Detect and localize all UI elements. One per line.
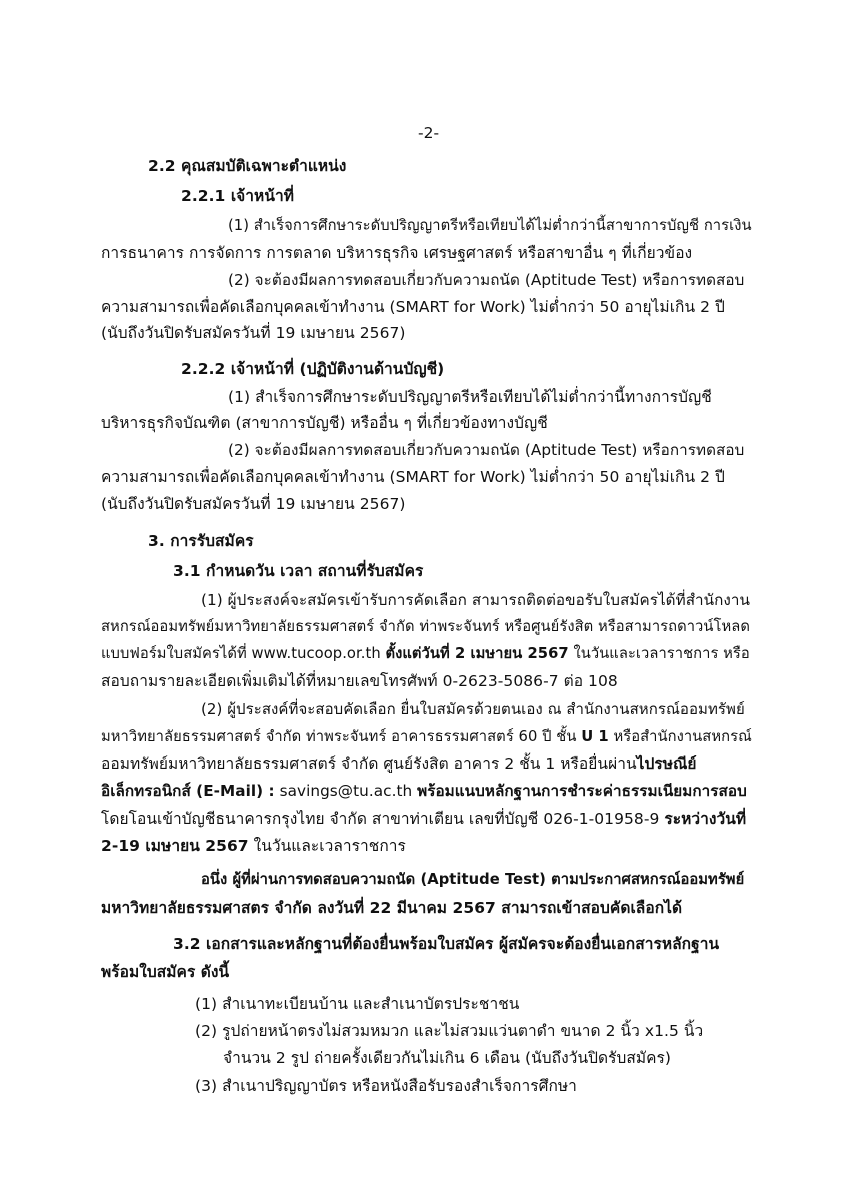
- application-start-date: ตั้งแต่วันที่ 2 เมษายน 2567: [385, 645, 569, 662]
- s32-item2-line2: จำนวน 2 รูป ถ่ายครั้งเดียวกันไม่เกิน 6 เดือน (นับถึงวันปิดรับสมัคร): [223, 1049, 672, 1067]
- s221-item1-line1: (1) สำเร็จการศึกษาระดับปริญญาตรีหรือเทียบได้ไม่ต่ำกว่านี้สาขาการบัญชี การเงิน: [228, 217, 752, 234]
- s31-note-line2: มหาวิทยาลัยธรรมศาสตร จำกัด ลงวันที่ 22 มีนาคม 2567 สามารถเข้าสอบคัดเลือกได้: [101, 899, 683, 917]
- s222-item2-line1: (2) จะต้องมีผลการทดสอบเกี่ยวกับความถนัด (Aptitude Test) หรือการทดสอบ: [228, 441, 745, 459]
- section-2-2-1-heading: 2.2.1 เจ้าหน้าที่: [181, 187, 294, 205]
- section-3-2-heading-line2: พร้อมใบสมัคร ดังนี้: [101, 963, 230, 981]
- s222-item1-line2: บริหารธุรกิจบัณฑิต (สาขาการบัญชี) หรืออื่น ๆ ที่เกี่ยวข้องทางบัญชี: [101, 414, 548, 432]
- s31-p1-line4: สอบถามรายละเอียดเพิ่มเติมได้ที่หมายเลขโทรศัพท์ 0-2623-5086-7 ต่อ 108: [101, 672, 618, 690]
- s31-p2-line1: (2) ผู้ประสงค์ที่จะสอบคัดเลือก ยื่นใบสมัครด้วยตนเอง ณ สำนักงานสหกรณ์ออมทรัพย์: [201, 700, 745, 718]
- page-number: -2-: [418, 124, 440, 142]
- s221-item1-line2: การธนาคาร การจัดการ การตลาด บริหารธุรกิจ เศรษฐศาสตร์ หรือสาขาอื่น ๆ ที่เกี่ยวข้อง: [101, 244, 693, 262]
- section-3-2-heading-line1: 3.2 เอกสารและหลักฐานที่ต้องยื่นพร้อมใบสมัคร ผู้สมัครจะต้องยื่นเอกสารหลักฐาน: [173, 935, 720, 953]
- s31-p1-line3: แบบฟอร์มใบสมัครได้ที่ www.tucoop.or.th ตั้งแต่วันที่ 2 เมษายน 2567 ในวันและเวลาราชการ หรือ: [101, 645, 750, 662]
- email-address: savings@tu.ac.th: [274, 782, 418, 800]
- s222-item1-line1: (1) สำเร็จการศึกษาระดับปริญญาตรีหรือเทียบได้ไม่ต่ำกว่านี้ทางการบัญชี: [228, 388, 712, 406]
- s31-p1-line2: สหกรณ์ออมทรัพย์มหาวิทยาลัยธรรมศาสตร์ จำกัด ท่าพระจันทร์ หรือศูนย์รังสิต หรือสามารถดาวน์โหลด: [101, 618, 750, 635]
- s31-p2-line5: โดยโอนเข้าบัญชีธนาคารกรุงไทย จำกัด สาขาท่าเตียน เลขที่บัญชี 026-1-01958-9 ระหว่างวันที่: [101, 810, 747, 828]
- s221-item2-line3: (นับถึงวันปิดรับสมัครวันที่ 19 เมษายน 2567): [101, 324, 406, 342]
- application-period: 2-19 เมษายน 2567: [101, 837, 249, 855]
- s31-p2-line6: 2-19 เมษายน 2567 ในวันและเวลาราชการ: [101, 837, 406, 855]
- s221-item2-line2: ความสามารถเพื่อคัดเลือกบุคคลเข้าทำงาน (SMART for Work) ไม่ต่ำกว่า 50 อายุไม่เกิน 2 ปี: [101, 298, 725, 316]
- s221-item2-line1: (2) จะต้องมีผลการทดสอบเกี่ยวกับความถนัด (Aptitude Test) หรือการทดสอบ: [228, 271, 745, 289]
- s31-p2-line4: อิเล็กทรอนิกส์ (E-Mail) : savings@tu.ac.th พร้อมแนบหลักฐานการชำระค่าธรรมเนียมการสอบ: [101, 782, 747, 800]
- s32-item2-line1: (2) รูปถ่ายหน้าตรงไม่สวมหมวก และไม่สวมแว่นตาดำ ขนาด 2 นิ้ว x1.5 นิ้ว: [195, 1022, 704, 1040]
- s31-note-line1: อนึ่ง ผู้ที่ผ่านการทดสอบความถนัด (Aptitude Test) ตามประกาศสหกรณ์ออมทรัพย์: [201, 871, 745, 888]
- section-2-2-2-heading: 2.2.2 เจ้าหน้าที่ (ปฏิบัติงานด้านบัญชี): [181, 360, 445, 378]
- s31-p1-line1: (1) ผู้ประสงค์จะสมัครเข้ารับการคัดเลือก สามารถติดต่อขอรับใบสมัครได้ที่สำนักงาน: [201, 591, 750, 609]
- section-2-2-heading: 2.2 คุณสมบัติเฉพาะตำแหน่ง: [148, 157, 347, 175]
- s32-item3: (3) สำเนาปริญญาบัตร หรือหนังสือรับรองสำเร็จการศึกษา: [195, 1077, 577, 1095]
- s31-p2-line2: มหาวิทยาลัยธรรมศาสตร์ จำกัด ท่าพระจันทร์ อาคารธรรมศาสตร์ 60 ปี ชั้น U 1 หรือสำนักงานสหกรณ์: [101, 728, 752, 745]
- section-3-1-heading: 3.1 กำหนดวัน เวลา สถานที่รับสมัคร: [173, 562, 424, 580]
- s222-item2-line3: (นับถึงวันปิดรับสมัครวันที่ 19 เมษายน 2567): [101, 495, 406, 513]
- s31-p2-line3: ออมทรัพย์มหาวิทยาลัยธรรมศาสตร์ จำกัด ศูนย์รังสิต อาคาร 2 ชั้น 1 หรือยื่นผ่านไปรษณีย์: [101, 755, 697, 773]
- s32-item1: (1) สำเนาทะเบียนบ้าน และสำเนาบัตรประชาชน: [195, 995, 520, 1013]
- s222-item2-line2: ความสามารถเพื่อคัดเลือกบุคคลเข้าทำงาน (SMART for Work) ไม่ต่ำกว่า 50 อายุไม่เกิน 2 ปี: [101, 468, 725, 486]
- section-3-heading: 3. การรับสมัคร: [148, 532, 254, 550]
